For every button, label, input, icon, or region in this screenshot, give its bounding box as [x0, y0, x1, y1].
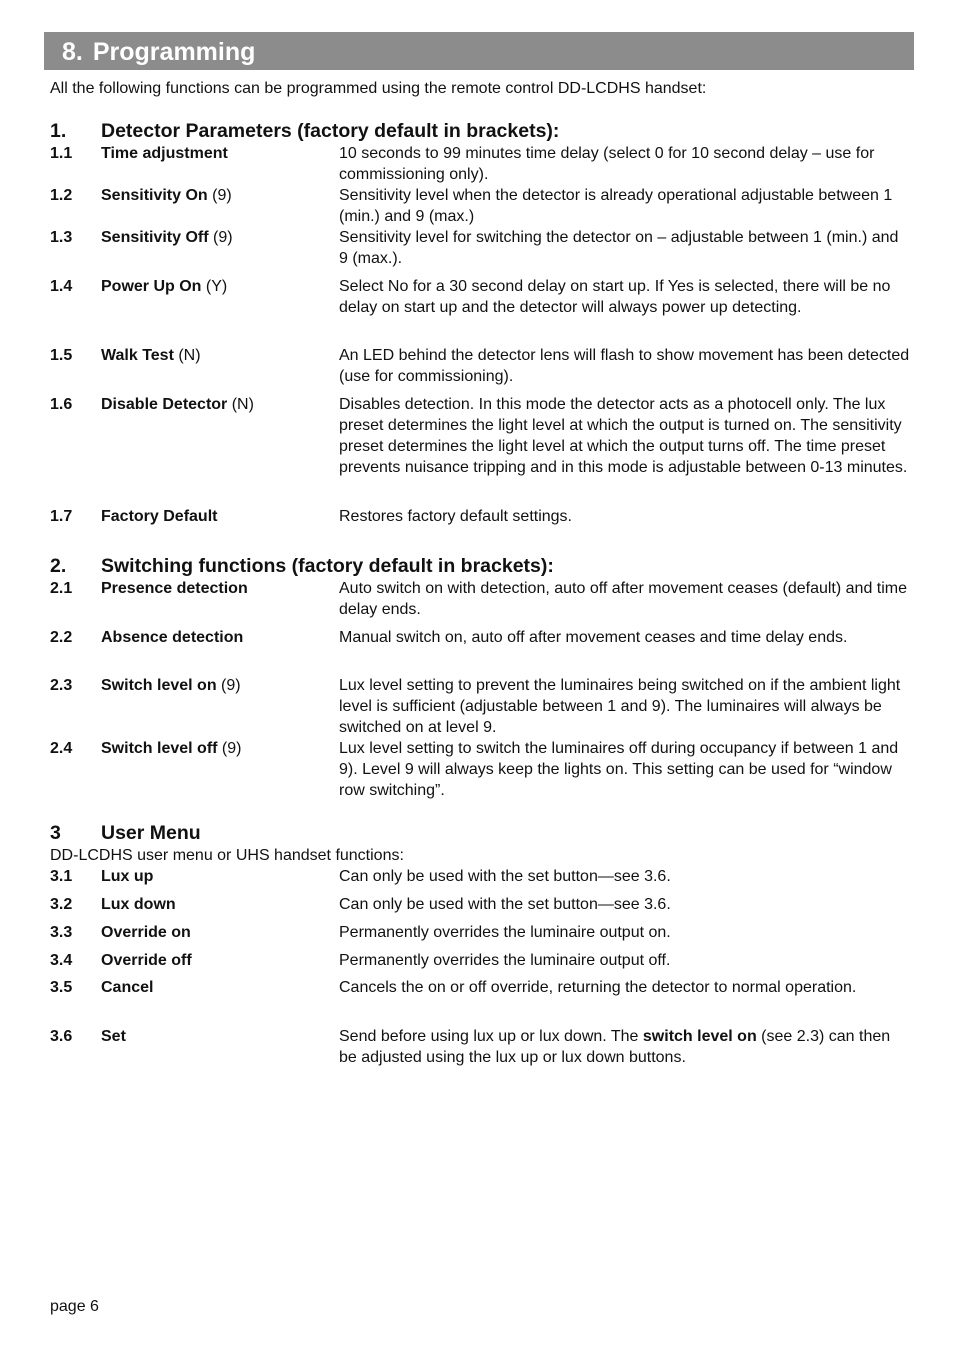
section-subtitle: DD-LCDHS user menu or UHS handset functions:	[50, 847, 404, 864]
item-default: (N)	[173, 347, 201, 364]
item-label-name: Walk Test	[101, 347, 174, 364]
section-heading-number: 2.	[50, 555, 67, 577]
item-label-name: Switch level on	[101, 677, 217, 694]
item-label-name: Power Up On	[101, 278, 202, 295]
item-number: 1.7	[50, 508, 73, 525]
item-description: Permanently overrides the luminaire output off.	[339, 952, 671, 969]
section-heading-number: 1.	[50, 120, 67, 142]
item-label-name: Time adjustment	[101, 145, 228, 162]
item-number: 1.3	[50, 229, 73, 246]
item-number: 3.5	[50, 979, 73, 996]
item-number: 1.2	[50, 187, 73, 204]
item-number: 1.6	[50, 396, 73, 413]
item-description	[339, 1026, 911, 1068]
page-number: page 6	[50, 1298, 99, 1315]
item-description: Lux level setting to switch the luminaires off during occupancy if between 1 and 9). Level 9 will always keep the lights on. This setting can be used for “window row switching”.	[339, 740, 899, 799]
item-label	[101, 894, 176, 915]
item-label-name: Override off	[101, 952, 192, 969]
item-default: (9)	[207, 187, 232, 204]
item-number: 3.3	[50, 924, 73, 941]
item-label-name: Lux up	[101, 868, 154, 885]
item-label-name: Sensitivity On	[101, 187, 208, 204]
item-number: 3.1	[50, 868, 73, 885]
item-number: 2.4	[50, 740, 73, 757]
item-description: 10 seconds to 99 minutes time delay (select 0 for 10 second delay – use for commissioning only).	[339, 145, 875, 183]
item-label-name: Lux down	[101, 896, 176, 913]
item-label	[101, 185, 232, 206]
item-label	[101, 276, 227, 297]
item-number: 2.3	[50, 677, 73, 694]
item-label	[101, 143, 228, 164]
section-banner	[44, 32, 914, 70]
item-label	[101, 977, 153, 998]
item-number: 2.2	[50, 629, 73, 646]
item-label	[101, 738, 241, 759]
item-label	[101, 1026, 126, 1047]
item-number: 2.1	[50, 580, 73, 597]
item-description: Sensitivity level for switching the detector on – adjustable between 1 (min.) and 9 (max.).	[339, 229, 899, 267]
item-label	[101, 950, 192, 971]
item-description: Sensitivity level when the detector is already operational adjustable between 1 (min.) and 9 (max.)	[339, 187, 893, 225]
item-description: Lux level setting to prevent the luminaires being switched on if the ambient light level is sufficient (adjustable between 1 and 9). The luminaires will always be switched on at level 9.	[339, 677, 901, 736]
item-description: Can only be used with the set button—see 3.6.	[339, 868, 671, 885]
desc-text-bold: switch level on	[642, 1028, 757, 1045]
item-description: Can only be used with the set button—see 3.6.	[339, 896, 671, 913]
item-default: (9)	[217, 740, 242, 757]
item-label	[101, 394, 254, 415]
item-description: An LED behind the detector lens will flash to show movement has been detected (use for commissioning).	[339, 347, 910, 385]
item-number: 3.2	[50, 896, 73, 913]
item-label	[101, 506, 217, 527]
item-description: Disables detection. In this mode the detector acts as a photocell only. The lux preset determines the light level at which the output is turned on. The sensitivity preset determines the light level at which the output turns off. The time preset prevents nuisance tripping and in this mode is adjustable between 0-13 minutes.	[339, 396, 908, 476]
item-default: (Y)	[201, 278, 228, 295]
page-title: Programming	[92, 38, 256, 66]
item-label-name: Sensitivity Off	[101, 229, 209, 246]
item-label	[101, 922, 191, 943]
item-description: Restores factory default settings.	[339, 508, 572, 525]
item-default: (9)	[208, 229, 233, 246]
section-heading-title: Switching functions (factory default in brackets):	[101, 555, 554, 577]
item-label-name: Override on	[101, 924, 191, 941]
item-description: Manual switch on, auto off after movement ceases and time delay ends.	[339, 629, 848, 646]
item-number: 1.1	[50, 145, 73, 162]
item-label-name: Factory Default	[101, 508, 218, 525]
item-label	[101, 578, 248, 599]
section-number: 8.	[62, 38, 83, 66]
item-label	[101, 627, 243, 648]
item-number: 1.4	[50, 278, 73, 295]
desc-text-pre: Send before using lux up or lux down. The	[339, 1028, 643, 1045]
item-description: Auto switch on with detection, auto off after movement ceases (default) and time delay ends.	[339, 580, 908, 618]
section-heading-switching-functions	[0, 555, 954, 577]
item-label-name: Disable Detector	[101, 396, 228, 413]
item-description: Select No for a 30 second delay on start up. If Yes is selected, there will be no delay on start up and the detector will always power up detecting.	[339, 278, 891, 316]
item-label-name: Presence detection	[101, 580, 248, 597]
item-label	[101, 345, 201, 366]
section-heading-title: Detector Parameters (factory default in brackets):	[101, 120, 560, 142]
item-description: Cancels the on or off override, returning the detector to normal operation.	[339, 979, 857, 996]
section-heading-title: User Menu	[101, 822, 201, 844]
item-default: (N)	[227, 396, 254, 413]
section-heading-detector-parameters	[0, 120, 954, 142]
item-default: (9)	[216, 677, 241, 694]
item-label-name: Absence detection	[101, 629, 244, 646]
item-label-name: Set	[101, 1028, 126, 1045]
desc-text-post: (see 2.3) can then be adjusted using the lux up or lux down buttons.	[339, 1028, 891, 1066]
item-description: Permanently overrides the luminaire output on.	[339, 924, 671, 941]
intro-text: All the following functions can be programmed using the remote control DD-LCDHS handset:	[50, 80, 707, 97]
item-label-name: Cancel	[101, 979, 154, 996]
item-label-name: Switch level off	[101, 740, 218, 757]
item-label	[101, 227, 233, 248]
item-label	[101, 866, 153, 887]
item-number: 3.4	[50, 952, 73, 969]
item-number: 1.5	[50, 347, 73, 364]
item-label	[101, 675, 241, 696]
section-heading-user-menu	[0, 822, 954, 844]
section-heading-number: 3	[50, 822, 61, 844]
item-number: 3.6	[50, 1028, 73, 1045]
